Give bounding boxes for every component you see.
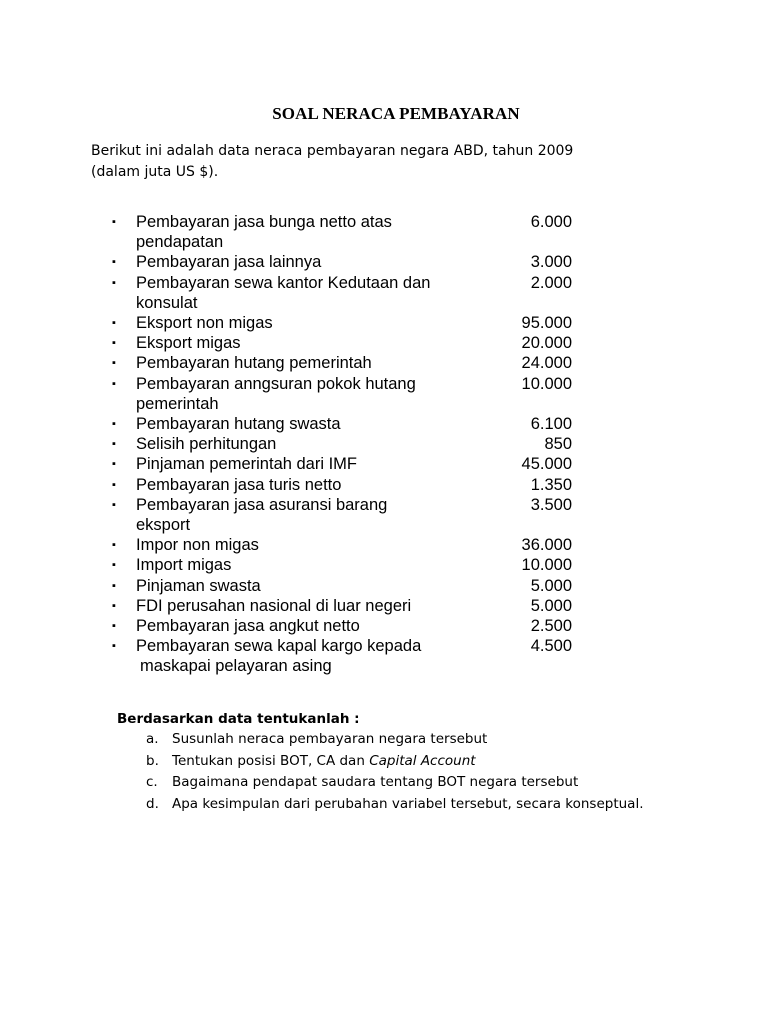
square-bullet-icon: ▪ <box>112 438 116 451</box>
square-bullet-icon: ▪ <box>112 418 116 431</box>
item-label <box>136 313 446 333</box>
task-text-italic: Capital Account <box>369 752 476 769</box>
item-label-line: konsulat <box>136 293 198 312</box>
list-item <box>112 414 572 434</box>
item-label-line: Impor non migas <box>136 536 259 555</box>
task-item <box>146 751 746 773</box>
item-label-line: eksport <box>136 516 191 535</box>
item-value: 6.000 <box>530 213 572 231</box>
item-label <box>136 454 446 474</box>
square-bullet-icon: ▪ <box>112 458 116 471</box>
item-label-line: Pembayaran jasa asuransi barang <box>136 495 388 514</box>
list-item <box>112 353 572 373</box>
square-bullet-icon: ▪ <box>112 640 116 653</box>
square-bullet-icon: ▪ <box>112 579 116 592</box>
item-label-line: Pembayaran jasa lainnya <box>136 253 322 272</box>
list-item <box>112 454 572 474</box>
item-label-line: Pembayaran sewa kantor Kedutaan dan <box>136 273 431 292</box>
item-value: 10.000 <box>521 556 572 575</box>
item-label <box>136 596 446 616</box>
item-label-line: pemerintah <box>136 394 219 413</box>
list-item <box>112 434 572 454</box>
list-item <box>112 374 572 414</box>
square-bullet-icon: ▪ <box>112 478 116 491</box>
item-label-line: pendapatan <box>136 233 224 252</box>
list-item <box>112 252 572 272</box>
task-text-main: Apa kesimpulan dari perubahan variabel tersebut, secara konseptual. <box>172 795 644 812</box>
task-text <box>172 772 578 794</box>
item-label-line: Pembayaran jasa turis netto <box>136 475 342 494</box>
page-title: SOAL NERACA PEMBAYARAN <box>272 104 520 123</box>
list-item <box>112 212 572 252</box>
item-value: 6.100 <box>530 415 572 434</box>
item-value: 5.000 <box>530 576 572 595</box>
item-label-line: Pembayaran hutang swasta <box>136 415 341 434</box>
list-item <box>112 596 572 616</box>
task-text-main: Tentukan posisi BOT, CA dan <box>172 752 370 769</box>
item-label-line: Pinjaman pemerintah dari IMF <box>136 455 358 474</box>
list-item <box>112 495 572 535</box>
item-value: 95.000 <box>521 314 572 333</box>
intro-line-2: (dalam juta US $). <box>91 164 219 180</box>
item-value: 45.000 <box>521 455 572 474</box>
item-value: 3.000 <box>530 253 572 272</box>
square-bullet-icon: ▪ <box>112 559 116 572</box>
intro-line-1: Berikut ini adalah data neraca pembayaran negara ABD, tahun 2009 <box>91 143 574 159</box>
item-label-line: Pembayaran sewa kapal kargo kepada <box>136 637 422 656</box>
item-value: 2.000 <box>530 273 572 292</box>
task-text <box>172 751 476 773</box>
item-label <box>136 555 446 575</box>
item-label-line: Eksport non migas <box>136 314 273 333</box>
item-value: 3.500 <box>530 495 572 514</box>
item-label-line: Import migas <box>136 556 232 575</box>
square-bullet-icon: ▪ <box>112 216 116 228</box>
item-label-line: Selisih perhitungan <box>136 435 277 454</box>
square-bullet-icon: ▪ <box>112 377 116 390</box>
item-label <box>136 616 446 636</box>
task-text <box>172 729 487 751</box>
item-value: 4.500 <box>530 637 572 656</box>
task-heading: Berdasarkan data tentukanlah : <box>117 711 360 727</box>
task-text-main: Bagaimana pendapat saudara tentang BOT negara tersebut <box>172 774 579 790</box>
item-label <box>136 212 446 252</box>
intro-paragraph <box>91 141 651 183</box>
item-label-line: Pembayaran jasa angkut netto <box>136 617 360 636</box>
item-label-line: Pembayaran anngsuran pokok hutang <box>136 374 416 393</box>
task-text-main: Susunlah neraca pembayaran negara tersebut <box>172 731 488 747</box>
square-bullet-icon: ▪ <box>112 357 116 370</box>
list-item <box>112 273 572 313</box>
item-value: 5.000 <box>530 596 572 615</box>
square-bullet-icon: ▪ <box>112 317 116 330</box>
item-label <box>136 576 446 596</box>
list-item <box>112 576 572 596</box>
item-label <box>136 374 446 414</box>
item-label-line: maskapai pelayaran asing <box>140 657 332 676</box>
item-label-line: Pembayaran jasa bunga netto atas <box>136 213 392 231</box>
item-label <box>136 636 446 676</box>
item-label <box>136 252 446 272</box>
list-item <box>112 313 572 333</box>
balance-items-list <box>112 212 572 677</box>
item-label-line: Pinjaman swasta <box>136 576 261 595</box>
item-value: 850 <box>544 435 572 454</box>
square-bullet-icon: ▪ <box>112 276 116 289</box>
list-item <box>112 535 572 555</box>
item-value: 1.350 <box>530 475 572 494</box>
square-bullet-icon: ▪ <box>112 337 116 350</box>
task-item <box>146 772 746 794</box>
task-letter: b. <box>146 752 159 769</box>
item-value: 10.000 <box>521 374 572 393</box>
square-bullet-icon: ▪ <box>112 599 116 612</box>
list-item <box>112 555 572 575</box>
list-item <box>112 333 572 353</box>
list-item <box>112 636 572 676</box>
item-label <box>136 273 446 313</box>
task-item <box>146 729 746 751</box>
list-item <box>112 616 572 636</box>
square-bullet-icon: ▪ <box>112 620 116 633</box>
item-value: 36.000 <box>521 536 572 555</box>
square-bullet-icon: ▪ <box>112 498 116 511</box>
item-label <box>136 475 446 495</box>
task-text <box>172 794 644 816</box>
square-bullet-icon: ▪ <box>112 539 116 552</box>
task-letter: a. <box>146 731 159 747</box>
item-label-line: Eksport migas <box>136 334 241 353</box>
item-label <box>136 535 446 555</box>
task-list <box>146 729 746 815</box>
item-label <box>136 353 446 373</box>
list-item <box>112 475 572 495</box>
task-letter: d. <box>146 795 159 812</box>
item-label <box>136 333 446 353</box>
item-label <box>136 414 446 434</box>
item-label <box>136 434 446 454</box>
item-label-line: Pembayaran hutang pemerintah <box>136 354 372 373</box>
item-value: 2.500 <box>530 617 572 636</box>
item-label-line: FDI perusahan nasional di luar negeri <box>136 596 412 615</box>
item-label <box>136 495 446 535</box>
item-value: 24.000 <box>521 354 572 373</box>
square-bullet-icon: ▪ <box>112 256 116 269</box>
item-value: 20.000 <box>521 334 572 353</box>
task-letter: c. <box>146 774 158 790</box>
task-item <box>146 794 746 816</box>
